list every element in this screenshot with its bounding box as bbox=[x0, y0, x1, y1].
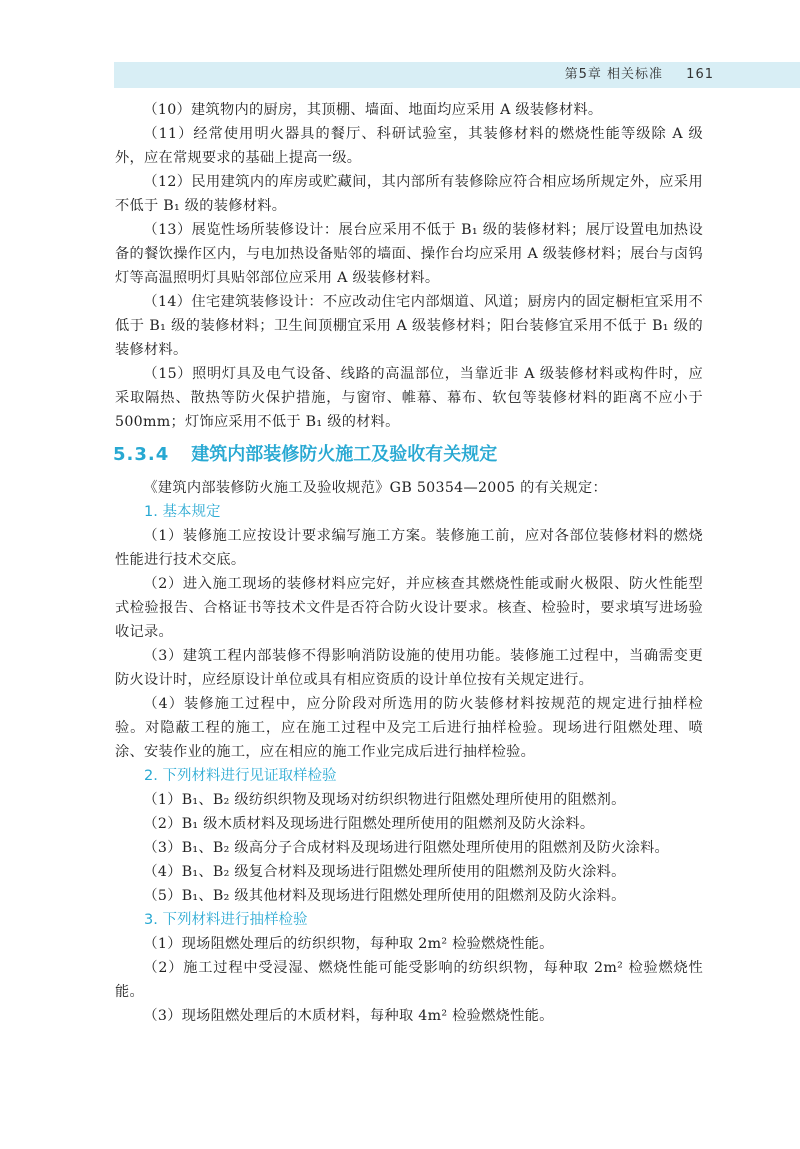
paragraph-15: （15）照明灯具及电气设备、线路的高温部位，当靠近非 A 级装修材料或构件时，应采取隔热、散热等防火保护措施，与窗帘、帷幕、幕布、软包等装修材料的距离不应小于 500mm；灯饰应采用不低于 B₁ 级的材料。 bbox=[115, 366, 703, 430]
running-header bbox=[565, 64, 714, 86]
witness-sample-4: （4）B₁、B₂ 级复合材料及现场进行阻燃处理所使用的阻燃剂及防火涂料。 bbox=[143, 864, 626, 880]
basic-rule-3: （3）建筑工程内部装修不得影响消防设施的使用功能。装修施工过程中，当确需变更防火设计时，应经原设计单位或具有相应资质的设计单位按有关规定进行。 bbox=[115, 648, 703, 688]
section-title: 建筑内部装修防火施工及验收有关规定 bbox=[191, 444, 498, 465]
paragraph-13: （13）展览性场所装修设计：展台应采用不低于 B₁ 级的装修材料；展厅设置电加热设备的餐饮操作区内，与电加热设备贴邻的墙面、操作台均应采用 A 级装修材料；展台与卤钨灯等高温照明灯具贴邻部位应采用 A 级装修材料。 bbox=[115, 222, 703, 286]
witness-sample-3: （3）B₁、B₂ 级高分子合成材料及现场进行阻燃处理所使用的阻燃剂及防火涂料。 bbox=[143, 840, 670, 856]
paragraph-14: （14）住宅建筑装修设计：不应改动住宅内部烟道、风道；厨房内的固定橱柜宜采用不低于 B₁ 级的装修材料；卫生间顶棚宜采用 A 级装修材料；阳台装修宜采用不低于 B₁ 级的装修材料。 bbox=[115, 294, 703, 358]
basic-rule-2: （2）进入施工现场的装修材料应完好，并应核查其燃烧性能或耐火极限、防火性能型式检验报告、合格证书等技术文件是否符合防火设计要求。核查、检验时，要求填写进场验收记录。 bbox=[115, 576, 703, 640]
sampling-test-1: （1）现场阻燃处理后的纺织织物，每种取 2m² 检验燃烧性能。 bbox=[143, 936, 554, 952]
page-body bbox=[115, 98, 703, 1028]
sampling-test-2: （2）施工过程中受浸湿、燃烧性能可能受影响的纺织织物，每种取 2m² 检验燃烧性能。 bbox=[115, 960, 703, 1000]
page-number: 161 bbox=[686, 67, 714, 82]
paragraph-11: （11）经常使用明火器具的餐厅、科研试验室，其装修材料的燃烧性能等级除 A 级外，应在常规要求的基础上提高一级。 bbox=[115, 126, 703, 166]
basic-rule-1: （1）装修施工应按设计要求编写施工方案。装修施工前，应对各部位装修材料的燃烧性能进行技术交底。 bbox=[115, 528, 703, 568]
subsection-3-title: 3. 下列材料进行抽样检验 bbox=[144, 912, 308, 928]
basic-rule-4: （4）装修施工过程中，应分阶段对所选用的防火装修材料按规范的规定进行抽样检验。对隐蔽工程的施工，应在施工过程中及完工后进行抽样检验。现场进行阻燃处理、喷涂、安装作业的施工，应在相应的施工作业完成后进行抽样检验。 bbox=[115, 696, 703, 760]
section-heading bbox=[113, 442, 703, 468]
witness-sample-2: （2）B₁ 级木质材料及现场进行阻燃处理所使用的阻燃剂及防火涂料。 bbox=[143, 816, 595, 832]
paragraph-12: （12）民用建筑内的库房或贮藏间，其内部所有装修除应符合相应场所规定外，应采用不低于 B₁ 级的装修材料。 bbox=[115, 174, 703, 214]
subsection-2-title: 2. 下列材料进行见证取样检验 bbox=[144, 768, 337, 784]
section-intro: 《建筑内部装修防火施工及验收规范》GB 50354—2005 的有关规定： bbox=[143, 480, 608, 496]
subsection-1-title: 1. 基本规定 bbox=[144, 504, 221, 520]
paragraph-10: （10）建筑物内的厨房，其顶棚、墙面、地面均应采用 A 级装修材料。 bbox=[143, 102, 603, 118]
witness-sample-1: （1）B₁、B₂ 级纺织织物及现场对纺织织物进行阻燃处理所使用的阻燃剂。 bbox=[143, 792, 626, 808]
sampling-test-3: （3）现场阻燃处理后的木质材料，每种取 4m² 检验燃烧性能。 bbox=[143, 1008, 554, 1024]
section-number: 5.3.4 bbox=[113, 444, 170, 465]
witness-sample-5: （5）B₁、B₂ 级其他材料及现场进行阻燃处理所使用的阻燃剂及防火涂料。 bbox=[143, 888, 626, 904]
chapter-title: 第5章 相关标准 bbox=[564, 67, 664, 82]
